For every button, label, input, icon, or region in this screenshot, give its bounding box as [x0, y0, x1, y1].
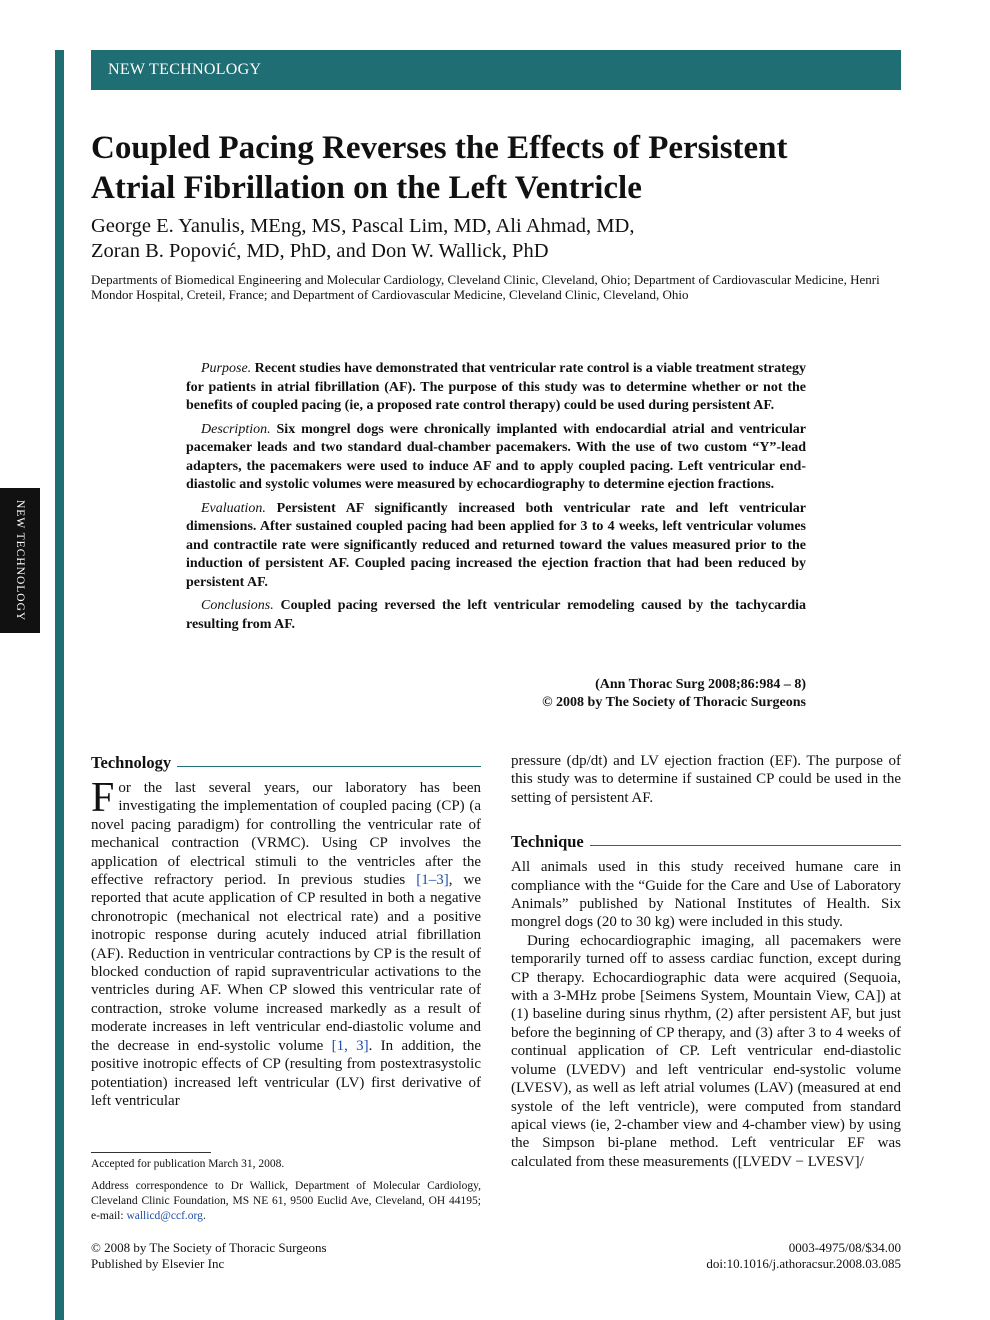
- footer-copyright: © 2008 by The Society of Thoracic Surgeons: [91, 1240, 327, 1255]
- left-accent-bar: [55, 50, 64, 1320]
- heading-rule: [590, 845, 901, 846]
- continuation-paragraph: pressure (dp/dt) and LV ejection fraction (EF). The purpose of this study was to determine if sustained CP could be used in the setting of persistent AF.: [511, 753, 901, 806]
- affiliations: Departments of Biomedical Engineering and Molecular Cardiology, Cleveland Clinic, Cleveland, Ohio; Department of Cardiovascular Medicine, Henri Mondor Hospital, Creteil, France; and Department of Cardiovascular Medicine, Cleveland Clinic, Cleveland, Ohio: [91, 272, 880, 302]
- technology-heading: [91, 752, 481, 774]
- footnote-divider: [91, 1152, 211, 1153]
- conclusions-label: Conclusions.: [201, 598, 274, 613]
- footer-right: [706, 1240, 901, 1271]
- footer-issn: 0003-4975/08/$34.00: [788, 1240, 901, 1255]
- purpose-text: Recent studies have demonstrated that ventricular rate control is a viable treatment strategy for patients in atrial fibrillation (AF). The purpose of this study was to determine whether or not the benefits of coupled pacing (ie, a proposed rate control therapy) could be used during persistent AF.: [186, 361, 807, 413]
- side-tab-label: NEW TECHNOLOGY: [14, 499, 26, 622]
- correspondence-text: Address correspondence to Dr Wallick, Department of Molecular Cardiology, Cleveland Clinic Foundation, MS NE 61, 9500 Euclid Ave, Cleveland, OH 44195; e-mail:: [91, 1180, 481, 1222]
- technique-heading-text: Technique: [511, 832, 584, 852]
- left-column: [91, 752, 481, 1110]
- technique-paragraph-1: All animals used in this study received humane care in compliance with the “Guide for the Care and Use of Laboratory Animals” published by National Institutes of Health. Six mongrel dogs (20 to 30 kg) were included in this study.: [511, 859, 901, 931]
- footnotes: [91, 1157, 481, 1231]
- evaluation-label: Evaluation.: [201, 500, 266, 516]
- side-section-tab: [0, 488, 40, 633]
- abstract: [186, 360, 806, 639]
- authors-line-2: Zoran B. Popović, MD, PhD, and Don W. Wallick, PhD: [91, 240, 549, 262]
- technique-paragraph-2: During echocardiographic imaging, all pacemakers were temporarily turned off to assess cardiac function, except during CP therapy. Echocardiographic data were acquired (Sequoia, with a 3-MHz probe [Seimens System, Mountain View, CA]) at (1) baseline during sinus rhythm, (2) after persistent AF, but just before the beginning of CP therapy, and (3) after 3 to 4 weeks of continual application of CP. Left ventricular end-diastolic volume (LVEDV) and left ventricular end-systolic volume (LVESV), as well as left atrial volumes (LAV) (measured at end systole of the left ventricle), were computed from standard apical views (ie, 2-chamber view and 4-chamber view) by using the Simpson bi-plane method. Left ventricular EF was calculated from these measurements ([LVEDV − LVESV]/: [511, 932, 901, 1170]
- journal-citation: [400, 676, 806, 712]
- heading-rule: [177, 766, 481, 767]
- technology-text-a: or the last several years, our laboratory has been investigating the implementation of coupled pacing (CP) (a novel pacing paradigm) for controlling the ventricular rate of mechanical contraction (VRMC). Using CP involves the application of electrical stimuli to the ventricles after the effective refractory period. In previous studies: [91, 780, 481, 889]
- author-list: [91, 214, 901, 264]
- conclusions-text: Coupled pacing reversed the left ventricular remodeling caused by the tachycardia resulting from AF.: [186, 598, 806, 632]
- abstract-description: [186, 421, 806, 495]
- section-header-bar: [91, 50, 901, 90]
- evaluation-text: Persistent AF significantly increased both ventricular rate and left ventricular dimensions. After sustained coupled pacing had been applied for 3 to 4 weeks, left ventricular volumes and contractile rate were significantly reduced and returned toward the values measured prior to the induction of persistent AF. Coupled pacing increased the ejection fraction that had been reduced by persistent AF.: [186, 500, 806, 590]
- footer-doi: doi:10.1016/j.athoracsur.2008.03.085: [706, 1255, 901, 1271]
- citation-line: (Ann Thorac Surg 2008;86:984 – 8): [595, 677, 806, 692]
- title-line-1: Coupled Pacing Reverses the Effects of Persistent: [91, 130, 788, 166]
- reference-link-1-3[interactable]: [1–3]: [416, 872, 449, 889]
- abstract-copyright: © 2008 by The Society of Thoracic Surgeons: [542, 695, 806, 710]
- footer-publisher: Published by Elsevier Inc: [91, 1255, 225, 1271]
- reference-link-1-and-3[interactable]: [1, 3]: [331, 1037, 369, 1054]
- abstract-conclusions: [186, 597, 806, 634]
- technology-text-c: . In addition, the positive inotropic effects of CP (resulting from postextrasystolic potentiation) increased left ventricular (LV) first derivative of left ventricular: [91, 1037, 481, 1109]
- technology-heading-text: Technology: [91, 753, 172, 772]
- article-title: [91, 128, 901, 208]
- title-line-2: Atrial Fibrillation on the Left Ventricle: [91, 170, 642, 206]
- abstract-evaluation: [186, 500, 806, 593]
- technique-heading: [511, 831, 901, 853]
- description-label: Description.: [201, 421, 271, 437]
- accepted-note: Accepted for publication March 31, 2008.: [91, 1158, 285, 1170]
- section-label: NEW TECHNOLOGY: [108, 61, 262, 78]
- footer-left: [91, 1240, 327, 1271]
- authors-line-1: George E. Yanulis, MEng, MS, Pascal Lim, MD, Ali Ahmad, MD,: [91, 215, 635, 237]
- technology-paragraph: [91, 775, 481, 1110]
- email-link[interactable]: wallicd@ccf.org: [126, 1210, 203, 1222]
- right-column: [511, 752, 901, 1171]
- correspondence-note: [91, 1179, 481, 1224]
- dropcap-letter: F: [91, 775, 115, 821]
- description-text: Six mongrel dogs were chronically implanted with endocardial atrial and ventricular pacemaker leads and two standard dual-chamber pacemakers. With the use of two custom “Y”-lead adapters, the pacemakers were used to induce AF and to apply coupled pacing. Left ventricular end-diastolic and systolic volumes were measured by echocardiography to determine ejection fractions.: [186, 421, 807, 492]
- technology-text-b: , we reported that acute application of CP resulted in both a negative chronotropic (mechanical not electrical rate) and a positive inotropic response during acutely induced atrial fibrillation (AF). Reduction in ventricular contractions by CP is the result of blocked conduction of rapid supraventricular activations to the ventricles during AF. When CP slowed this ventricular rate of contraction, stroke volume increased markedly as a result of moderate increases in left ventricular end-diastolic volume and the decrease in end-systolic volume: [91, 872, 481, 1054]
- correspondence-period: .: [202, 1210, 206, 1222]
- purpose-label: Purpose.: [201, 361, 252, 376]
- abstract-purpose: [186, 360, 806, 416]
